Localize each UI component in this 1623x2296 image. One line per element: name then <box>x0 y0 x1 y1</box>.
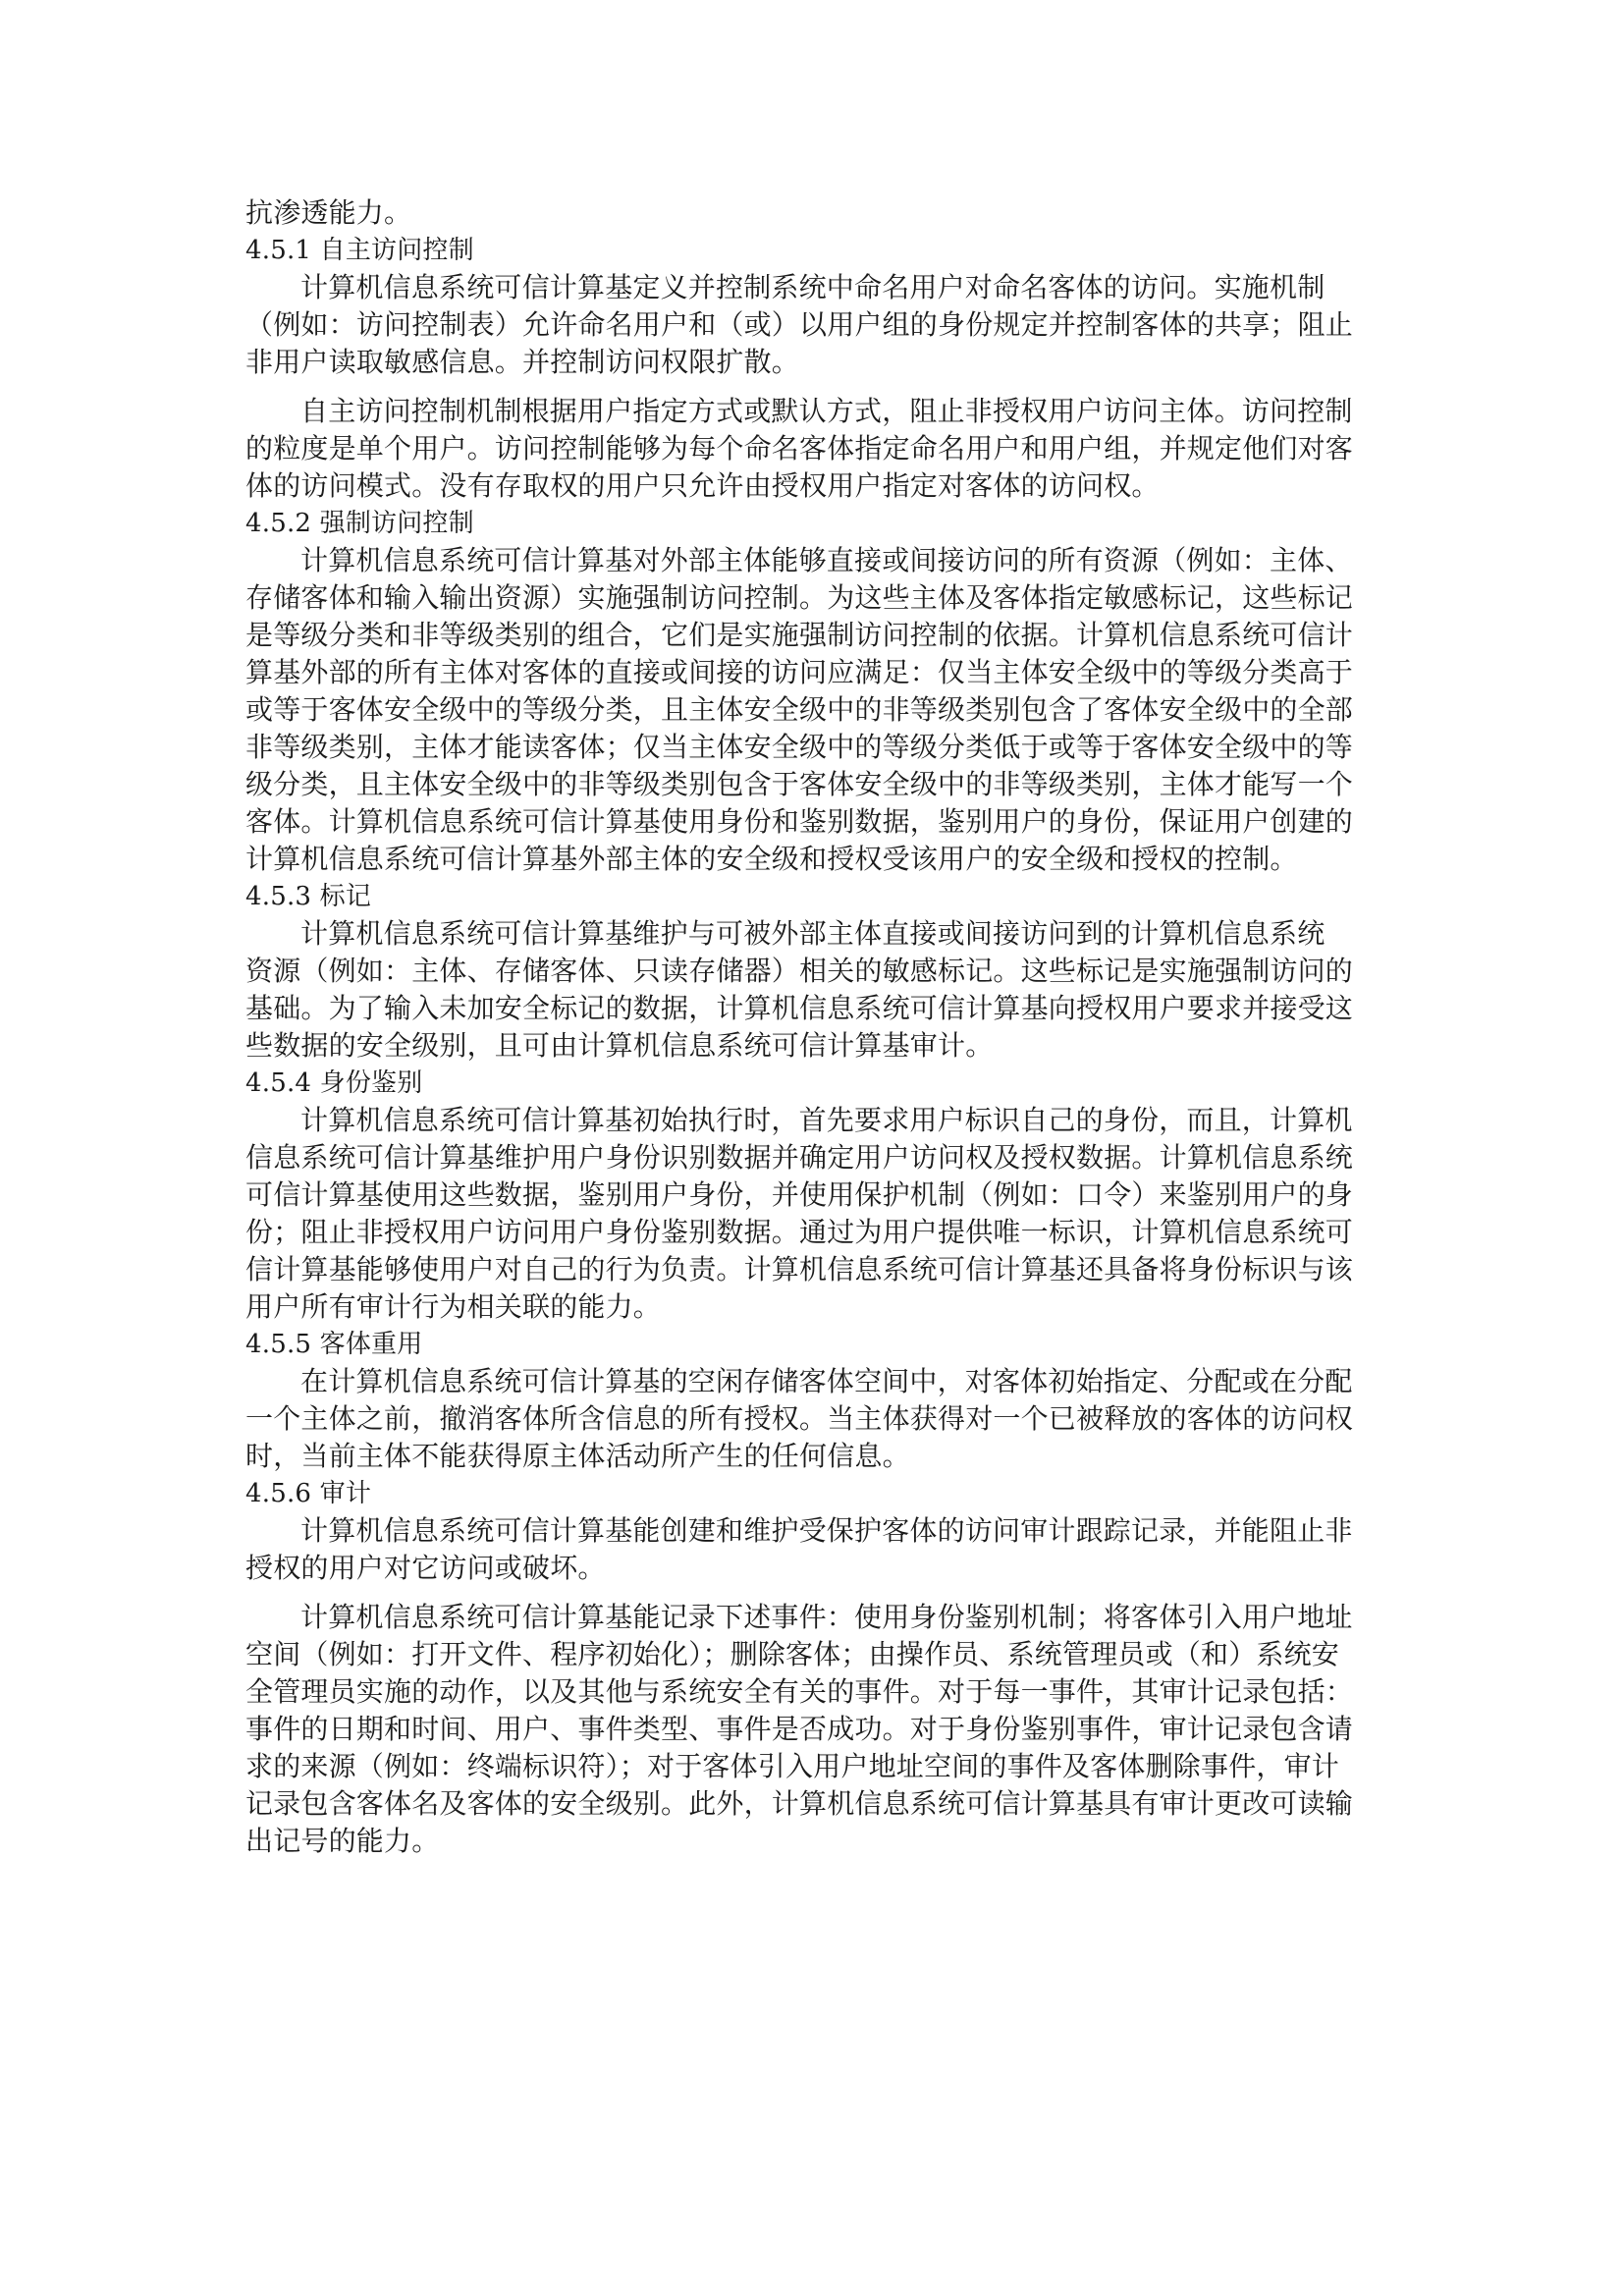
paragraph-line: 份；阻止非授权用户访问用户身份鉴别数据。通过为用户提供唯一标识，计算机信息系统可 <box>245 1216 1354 1248</box>
paragraph-line: 计算机信息系统可信计算基能记录下述事件：使用身份鉴别机制；将客体引入用户地址 <box>300 1601 1353 1633</box>
section-heading-4-5-5: 4.5.5 客体重用 <box>245 1330 423 1359</box>
paragraph-line: 在计算机信息系统可信计算基的空闲存储客体空间中，对客体初始指定、分配或在分配 <box>300 1365 1353 1397</box>
paragraph-line: 计算机信息系统可信计算基外部主体的安全级和授权受该用户的安全级和授权的控制。 <box>245 843 1298 875</box>
paragraph-gap <box>245 381 1375 393</box>
paragraph-line: 全管理员实施的动作，以及其他与系统安全有关的事件。对于每一事件，其审计记录包括： <box>245 1675 1354 1708</box>
section-heading-4-5-4: 4.5.4 身份鉴别 <box>245 1068 423 1098</box>
paragraph-line: 体的访问模式。没有存取权的用户只允许由授权用户指定对客体的访问权。 <box>245 469 1160 502</box>
paragraph-line: 是等级分类和非等级类别的组合，它们是实施强制访问控制的依据。计算机信息系统可信计 <box>245 619 1354 651</box>
paragraph-line: 事件的日期和时间、用户、事件类型、事件是否成功。对于身份鉴别事件，审计记录包含请 <box>245 1713 1354 1745</box>
paragraph-line: 计算机信息系统可信计算基对外部主体能够直接或间接访问的所有资源（例如：主体、 <box>300 544 1353 576</box>
paragraph-line: 算基外部的所有主体对客体的直接或间接的访问应满足：仅当主体安全级中的等级分类高于 <box>245 656 1354 688</box>
paragraph-line: 资源（例如：主体、存储客体、只读存储器）相关的敏感标记。这些标记是实施强制访问的 <box>245 955 1354 987</box>
paragraph-line: 信息系统可信计算基维护用户身份识别数据并确定用户访问权及授权数据。计算机信息系统 <box>245 1141 1354 1174</box>
paragraph-line: 客体。计算机信息系统可信计算基使用身份和鉴别数据，鉴别用户的身份，保证用户创建的 <box>245 805 1354 838</box>
paragraph-gap <box>245 1587 1375 1599</box>
paragraph-line: 计算机信息系统可信计算基能创建和维护受保护客体的访问审计跟踪记录，并能阻止非 <box>300 1514 1353 1547</box>
paragraph-line: 存储客体和输入输出资源）实施强制访问控制。为这些主体及客体指定敏感标记，这些标记 <box>245 581 1354 614</box>
paragraph-line: 计算机信息系统可信计算基初始执行时，首先要求用户标识自己的身份，而且，计算机 <box>300 1104 1353 1136</box>
paragraph-line: 非等级类别，主体才能读客体；仅当主体安全级中的等级分类低于或等于客体安全级中的等 <box>245 731 1354 763</box>
document-page <box>245 194 1375 1860</box>
paragraph-line: 时，当前主体不能获得原主体活动所产生的任何信息。 <box>245 1440 910 1472</box>
paragraph-line: 基础。为了输入未加安全标记的数据，计算机信息系统可信计算基向授权用户要求并接受这 <box>245 992 1354 1024</box>
paragraph-line: 记录包含客体名及客体的安全级别。此外，计算机信息系统可信计算基具有审计更改可读输 <box>245 1787 1354 1820</box>
paragraph-line: 一个主体之前，撤消客体所含信息的所有授权。当主体获得对一个已被释放的客体的访问权 <box>245 1402 1354 1435</box>
paragraph-line: 些数据的安全级别，且可由计算机信息系统可信计算基审计。 <box>245 1029 994 1062</box>
paragraph-line: 非用户读取敏感信息。并控制访问权限扩散。 <box>245 346 800 378</box>
intro-tail-text: 抗渗透能力。 <box>245 196 412 229</box>
paragraph-line: 自主访问控制机制根据用户指定方式或默认方式，阻止非授权用户访问主体。访问控制 <box>300 395 1353 427</box>
paragraph-line: （例如：访问控制表）允许命名用户和（或）以用户组的身份规定并控制客体的共享；阻止 <box>245 308 1354 341</box>
paragraph-line: 级分类，且主体安全级中的非等级类别包含于客体安全级中的非等级类别，主体才能写一个 <box>245 768 1354 800</box>
paragraph-line: 授权的用户对它访问或破坏。 <box>245 1552 606 1584</box>
section-heading-4-5-6: 4.5.6 审计 <box>245 1479 372 1508</box>
section-heading-4-5-3: 4.5.3 标记 <box>245 882 372 911</box>
paragraph-line: 计算机信息系统可信计算基定义并控制系统中命名用户对命名客体的访问。实施机制 <box>300 271 1325 303</box>
paragraph-line: 出记号的能力。 <box>245 1825 440 1857</box>
paragraph-line: 求的来源（例如：终端标识符）；对于客体引入用户地址空间的事件及客体删除事件，审计 <box>245 1750 1340 1782</box>
section-heading-4-5-1: 4.5.1 自主访问控制 <box>245 236 474 265</box>
paragraph-line: 计算机信息系统可信计算基维护与可被外部主体直接或间接访问到的计算机信息系统 <box>300 917 1325 950</box>
paragraph-line: 空间（例如：打开文件、程序初始化）；删除客体；由操作员、系统管理员或（和）系统安 <box>245 1638 1340 1670</box>
paragraph-line: 的粒度是单个用户。访问控制能够为每个命名客体指定命名用户和用户组，并规定他们对客 <box>245 432 1354 465</box>
paragraph-line: 可信计算基使用这些数据，鉴别用户身份，并使用保护机制（例如：口令）来鉴别用户的身 <box>245 1178 1354 1211</box>
paragraph-line: 信计算基能够使用户对自己的行为负责。计算机信息系统可信计算基还具备将身份标识与该 <box>245 1253 1354 1285</box>
paragraph-line: 用户所有审计行为相关联的能力。 <box>245 1290 662 1323</box>
paragraph-line: 或等于客体安全级中的等级分类，且主体安全级中的非等级类别包含了客体安全级中的全部 <box>245 693 1354 726</box>
section-heading-4-5-2: 4.5.2 强制访问控制 <box>245 509 474 538</box>
